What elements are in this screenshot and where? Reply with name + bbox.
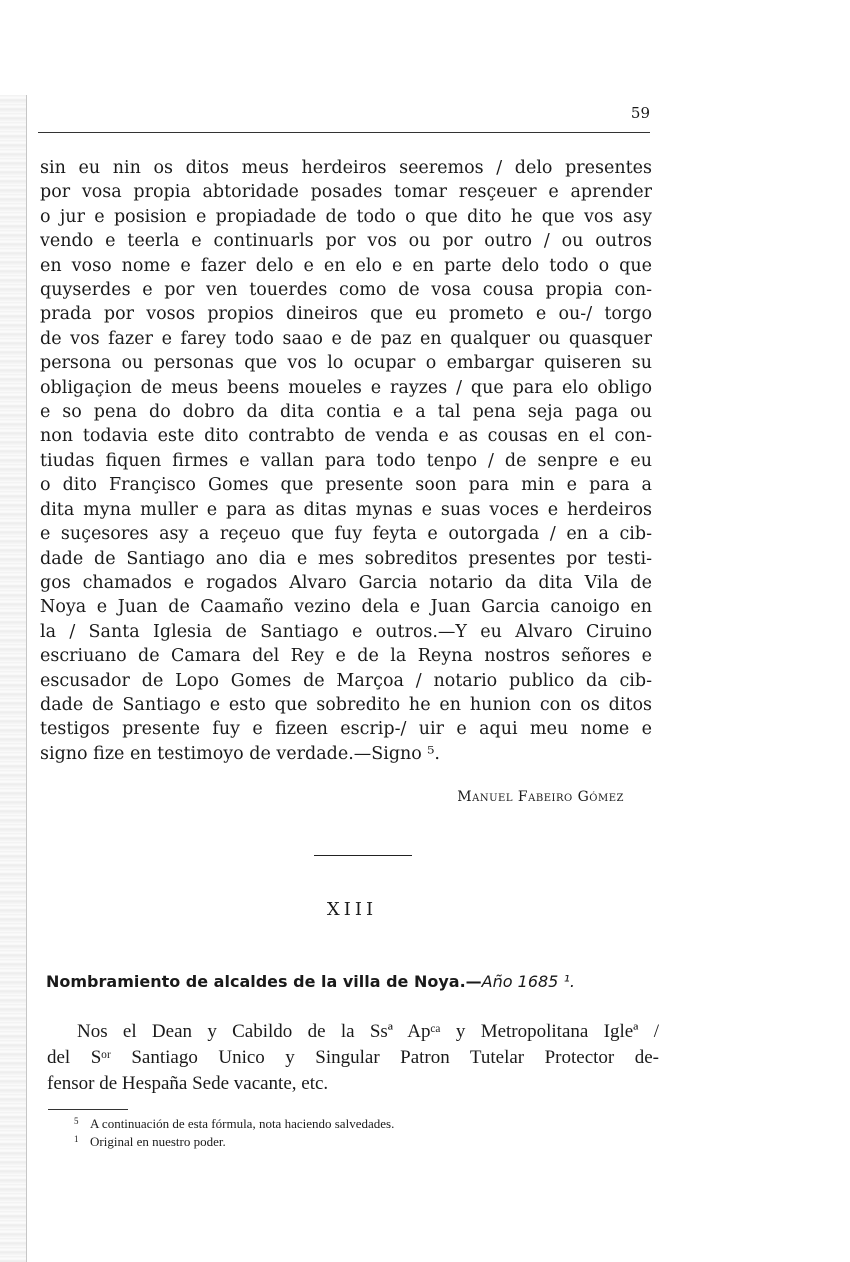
intro-line: del Sᵒʳ Santiago Unico y Singular Patron Tutelar Protector de-	[47, 1047, 659, 1068]
body-line: la / Santa Iglesia de Santiago e outros.—Y eu Alvaro Ciruino	[40, 621, 652, 642]
document-title-text: Nombramiento de alcaldes de la villa de Noya.—	[46, 972, 482, 991]
document-title-year: Año 1685 ¹.	[481, 972, 575, 991]
section-numeral: XIII	[326, 899, 378, 920]
intro-line: Nos el Dean y Cabildo de la Ssª Apᶜᵃ y Metropolitana Igleª /	[77, 1021, 659, 1042]
body-line: quyserdes e por ven touerdes como de vosa cousa propia con-	[40, 280, 652, 301]
body-line: dade de Santiago ano dia e mes sobreditos presentes por testi-	[40, 548, 652, 569]
page-number: 59	[630, 104, 650, 122]
body-line: prada por vosos propios dineiros que eu prometo e ou-/ torgo	[40, 304, 652, 325]
body-line: vendo e teerla e continuarls por vos ou por outro / ou outros	[40, 231, 652, 252]
body-line: Noya e Juan de Caamaño vezino dela e Juan Garcia canoigo en	[40, 597, 652, 618]
footnotes	[74, 1115, 594, 1151]
body-line: escusador de Lopo Gomes de Marçoa / notario publico da cib-	[40, 670, 652, 691]
footnote-text: A continuación de esta fórmula, nota haciendo salvedades.	[90, 1116, 395, 1131]
footnote-mark: 1	[74, 1134, 79, 1144]
footnote	[74, 1115, 594, 1133]
body-line: signo fize en testimoyo de verdade.—Signo ⁵.	[40, 743, 440, 764]
section-rule	[314, 855, 412, 856]
body-line: non todavia este dito contrabto de venda e as cousas en el con-	[40, 426, 652, 447]
footnote-text: Original en nuestro poder.	[90, 1134, 226, 1149]
intro-text	[47, 1019, 659, 1097]
body-line: sin eu nin os ditos meus herdeiros seeremos / delo presentes	[40, 158, 652, 178]
body-line: tiudas fiquen firmes e vallan para todo tenpo / de senpre e eu	[40, 450, 652, 471]
body-text	[40, 156, 652, 766]
body-line: obligaçion de meus beens moueles e rayzes / que para elo obligo	[40, 377, 652, 398]
body-line: e so pena do dobro da dita contia e a tal pena seja paga ou	[40, 402, 652, 423]
body-line: de vos fazer e farey todo saao e de paz en qualquer ou quasquer	[40, 328, 652, 349]
body-line: gos chamados e rogados Alvaro Garcia notario da dita Vila de	[40, 572, 652, 593]
footnote	[74, 1133, 594, 1151]
body-line: dade de Santiago e esto que sobredito he en hunion con os ditos	[40, 694, 652, 715]
document-title	[46, 972, 646, 991]
footnote-mark: 5	[74, 1116, 79, 1126]
body-line: en voso nome e fazer delo e en elo e en parte delo todo o que	[40, 255, 652, 276]
signature: Manuel Fabeiro Gómez	[457, 789, 624, 805]
body-line: o jur e posision e propiadade de todo o que dito he que vos asy	[40, 206, 652, 227]
body-line: escriuano de Camara del Rey e de la Reyna nostros señores e	[40, 646, 652, 667]
intro-line: fensor de Hespaña Sede vacante, etc.	[47, 1073, 329, 1094]
header-rule	[38, 132, 650, 133]
body-line: dita myna muller e para as ditas mynas e suas voces e herdeiros	[40, 499, 652, 520]
binding-gutter	[0, 95, 27, 1262]
body-line: testigos presente fuy e fizeen escrip-/ uir e aqui meu nome e	[40, 719, 652, 740]
body-line: e suçesores asy a reçeuo que fuy feyta e outorgada / en a cib-	[40, 524, 652, 545]
body-line: persona ou personas que vos lo ocupar o embargar quiseren su	[40, 353, 652, 374]
footnote-rule	[48, 1109, 128, 1110]
body-line: por vosa propia abtoridade posades tomar resçeuer e aprender	[40, 182, 652, 203]
body-line: o dito Françisco Gomes que presente soon para min e para a	[40, 475, 652, 496]
